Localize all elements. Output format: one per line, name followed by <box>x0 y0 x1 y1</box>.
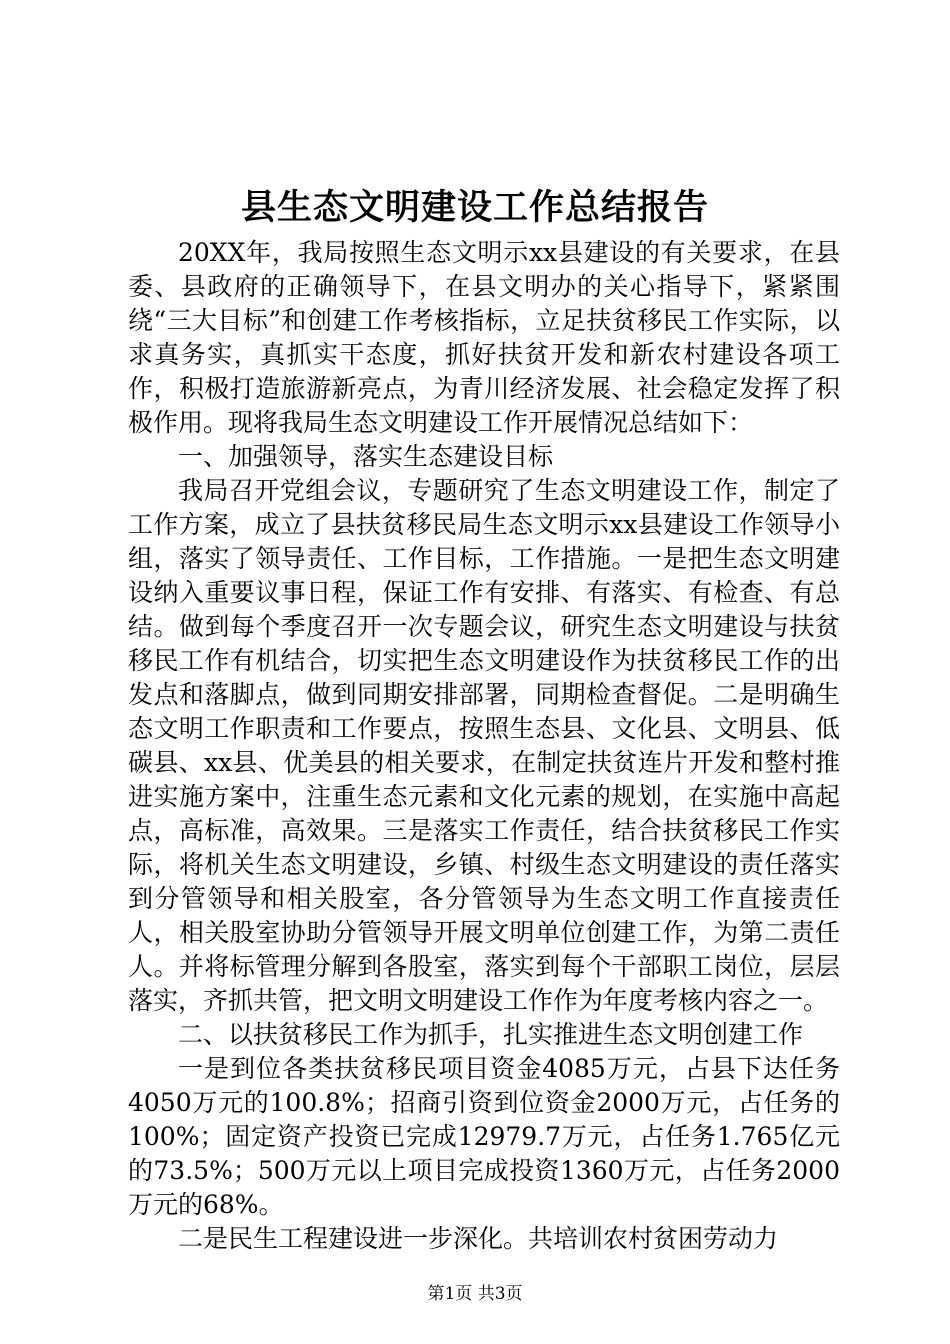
intro-paragraph: 20XX年，我局按照生态文明示xx县建设的有关要求，在县委、县政府的正确领导下，在县文明办的关心指导下，紧紧围绕“三大目标”和创建工作考核指标，立足扶贫移民工作实际，以求真务实，真抓实干态度，抓好扶贫开发和新农村建设各项工作，积极打造旅游新亮点，为青川经济发展、社会稳定发挥了积极作用。现将我局生态文明建设工作开展情况总结如下： <box>128 238 840 437</box>
page-footer: 第1页 共3页 <box>427 1284 523 1304</box>
document-body <box>128 236 840 1256</box>
section-2-paragraph-2: 二是民生工程建设进一步深化。共培训农村贫困劳动力 <box>178 1224 779 1253</box>
section-2-paragraph-1: 一是到位各类扶贫移民项目资金4085万元，占县下达任务4050万元的100.8%；招商引资到位资金2000万元，占任务的100%；固定资产投资已完成12979.7万元，占任务1.765亿元的73.5%；500万元以上项目完成投资1360万元，占任务2000万元的68%。 <box>128 1054 840 1219</box>
section-heading-2: 二、以扶贫移民工作为抓手，扎实推进生态文明创建工作 <box>178 1020 804 1049</box>
section-1-paragraph: 我局召开党组会议，专题研究了生态文明建设工作，制定了工作方案，成立了县扶贫移民局生态文明示xx县建设工作领导小组，落实了领导责任、工作目标，工作措施。一是把生态文明建设纳入重要议事日程，保证工作有安排、有落实、有检查、有总结。做到每个季度召开一次专题会议，研究生态文明建设与扶贫移民工作有机结合，切实把生态文明建设作为扶贫移民工作的出发点和落脚点，做到同期安排部署，同期检查督促。二是明确生态文明工作职责和工作要点，按照生态县、文化县、文明县、低碳县、xx县、优美县的相关要求，在制定扶贫连片开发和整村推进实施方案中，注重生态元素和文化元素的规划，在实施中高起点，高标准，高效果。三是落实工作责任，结合扶贫移民工作实际，将机关生态文明建设，乡镇、村级生态文明建设的责任落实到分管领导和相关股室，各分管领导为生态文明工作直接责任人，相关股室协助分管领导开展文明单位创建工作，为第二责任人。并将标管理分解到各股室，落实到每个干部职工岗位，层层落实，齐抓共管，把文明文明建设工作作为年度考核内容之一。 <box>128 476 840 1015</box>
section-heading-1: 一、加强领导，落实生态建设目标 <box>178 442 554 471</box>
document-title: 县生态文明建设工作总结报告 <box>240 187 709 228</box>
